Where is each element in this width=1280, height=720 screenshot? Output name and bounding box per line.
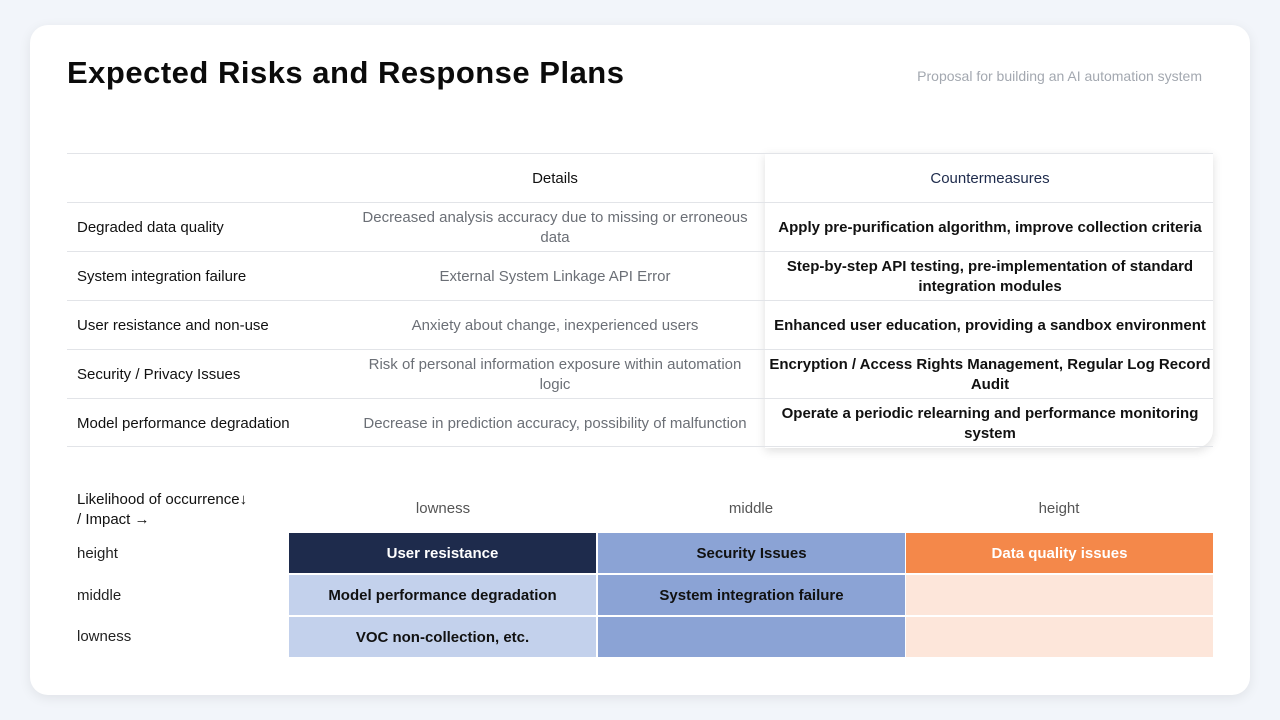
table-row (67, 300, 1213, 349)
risk-name: Security / Privacy Issues (77, 365, 241, 383)
matrix-cell: VOC non-collection, etc. (289, 617, 596, 658)
risk-countermeasure: Step-by-step API testing, pre-implementation of standard integration modules (786, 257, 1194, 295)
risk-name: Model performance degradation (77, 414, 290, 432)
matrix-cell: User resistance (289, 533, 596, 574)
risk-countermeasure: Apply pre-purification algorithm, improve collection criteria (778, 218, 1202, 236)
header-details: Details (532, 169, 578, 187)
header-countermeasures: Countermeasures (930, 169, 1050, 187)
risk-details: Decrease in prediction accuracy, possibility of malfunction (363, 414, 747, 432)
header-risk (77, 154, 357, 203)
risk-countermeasure: Operate a periodic relearning and performance monitoring system (781, 404, 1199, 442)
risk-table-header (67, 153, 1213, 202)
matrix-cell: System integration failure (598, 575, 905, 616)
risk-name: Degraded data quality (77, 218, 224, 236)
matrix-row-label: height (77, 545, 118, 562)
risk-details: External System Linkage API Error (439, 267, 671, 285)
matrix-col-header: lowness (415, 500, 471, 517)
axis-label-likelihood: Likelihood of occurrence↓ (77, 491, 248, 508)
risk-name: System integration failure (77, 267, 247, 285)
matrix-cell: Data quality issues (906, 533, 1213, 574)
matrix-cell (906, 617, 1213, 658)
matrix-cell: Model performance degradation (289, 575, 596, 616)
table-row (67, 349, 1213, 398)
matrix-cell (598, 617, 905, 658)
matrix-axis-label (77, 490, 247, 530)
matrix-cell: Security Issues (598, 533, 905, 574)
risk-countermeasure: Enhanced user education, providing a sandbox environment (774, 316, 1206, 334)
risk-details: Anxiety about change, inexperienced users (411, 316, 699, 334)
page-title: Expected Risks and Response Plans (67, 55, 625, 90)
risk-details: Risk of personal information exposure within automation logic (368, 355, 742, 393)
table-row (67, 398, 1213, 447)
matrix-row-label: middle (77, 587, 122, 604)
table-row (67, 251, 1213, 300)
matrix-cell (906, 575, 1213, 616)
matrix-col-header: middle (728, 500, 774, 517)
matrix-col-header: height (1038, 500, 1080, 517)
axis-label-impact: / Impact → (77, 511, 150, 528)
risk-details: Decreased analysis accuracy due to missing or erroneous data (362, 208, 748, 246)
risk-name: User resistance and non-use (77, 316, 269, 334)
table-row (67, 202, 1213, 251)
page-subtitle: Proposal for building an AI automation system (917, 68, 1202, 84)
matrix-row-label: lowness (77, 628, 132, 645)
risk-countermeasure: Encryption / Access Rights Management, Regular Log Record Audit (769, 355, 1211, 393)
